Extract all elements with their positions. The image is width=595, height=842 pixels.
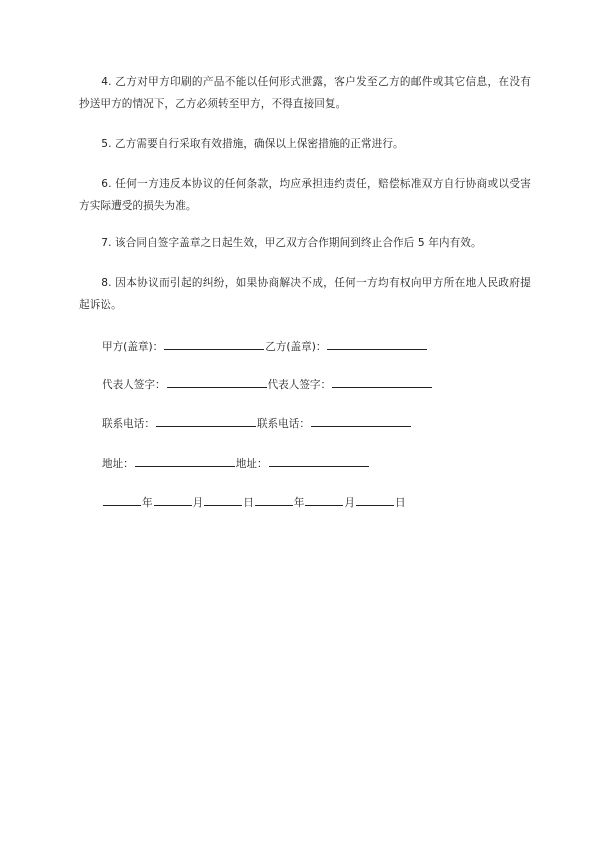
party-b-rep-blank[interactable] — [332, 376, 432, 388]
party-b-day-label: 日 — [394, 497, 406, 509]
party-b-year-label: 年 — [293, 497, 305, 509]
party-a-year-blank[interactable] — [103, 494, 141, 506]
party-b-month-label: 月 — [344, 497, 355, 509]
phone-row — [102, 415, 412, 432]
representative-row — [102, 376, 433, 393]
party-b-day-blank[interactable] — [356, 494, 394, 506]
party-a-year-label: 年 — [142, 497, 153, 509]
clause-4: 4. 乙方对甲方印刷的产品不能以任何形式泄露，客户发至乙方的邮件或其它信息，在没有抄送甲方的情况下，乙方必须转至甲方，不得直接回复。 — [79, 76, 531, 110]
party-b-phone-label: 联系电话： — [256, 418, 310, 430]
party-b-address-label: 地址： — [235, 458, 268, 470]
clause-7: 7. 该合同自签字盖章之日起生效，甲乙双方合作期间到终止合作后 5 年内有效。 — [101, 237, 482, 249]
party-a-month-blank[interactable] — [154, 494, 192, 506]
party-b-month-blank[interactable] — [305, 494, 343, 506]
party-b-rep-label: 代表人签字： — [267, 379, 332, 391]
address-row — [102, 455, 370, 472]
seal-row — [102, 338, 428, 355]
party-a-seal-label: 甲方(盖章)： — [102, 341, 164, 353]
party-a-rep-label: 代表人签字： — [102, 379, 166, 391]
clause-5: 5. 乙方需要自行采取有效措施，确保以上保密措施的正常进行。 — [101, 138, 404, 150]
party-b-seal-label: 乙方(盖章)： — [265, 341, 327, 353]
party-a-address-label: 地址： — [102, 458, 134, 470]
party-a-phone-label: 联系电话： — [102, 418, 155, 430]
party-a-address-blank[interactable] — [135, 455, 235, 467]
clause-6: 6. 任何一方违反本协议的任何条款，均应承担违约责任，赔偿标准双方自行协商或以受害方实际遭受的损失为准。 — [79, 178, 531, 212]
party-b-phone-blank[interactable] — [311, 415, 411, 427]
party-a-month-label: 月 — [192, 497, 204, 509]
party-a-rep-blank[interactable] — [167, 376, 267, 388]
party-b-seal-blank[interactable] — [327, 338, 427, 350]
party-b-year-blank[interactable] — [255, 494, 293, 506]
party-b-address-blank[interactable] — [269, 455, 369, 467]
party-a-day-label: 日 — [243, 497, 254, 509]
party-a-day-blank[interactable] — [204, 494, 242, 506]
party-a-seal-blank[interactable] — [164, 338, 264, 350]
date-row — [102, 494, 406, 511]
clause-8: 8. 因本协议而引起的纠纷，如果协商解决不成，任何一方均有权向甲方所在地人民政府提起诉讼。 — [79, 277, 531, 311]
party-a-phone-blank[interactable] — [156, 415, 256, 427]
